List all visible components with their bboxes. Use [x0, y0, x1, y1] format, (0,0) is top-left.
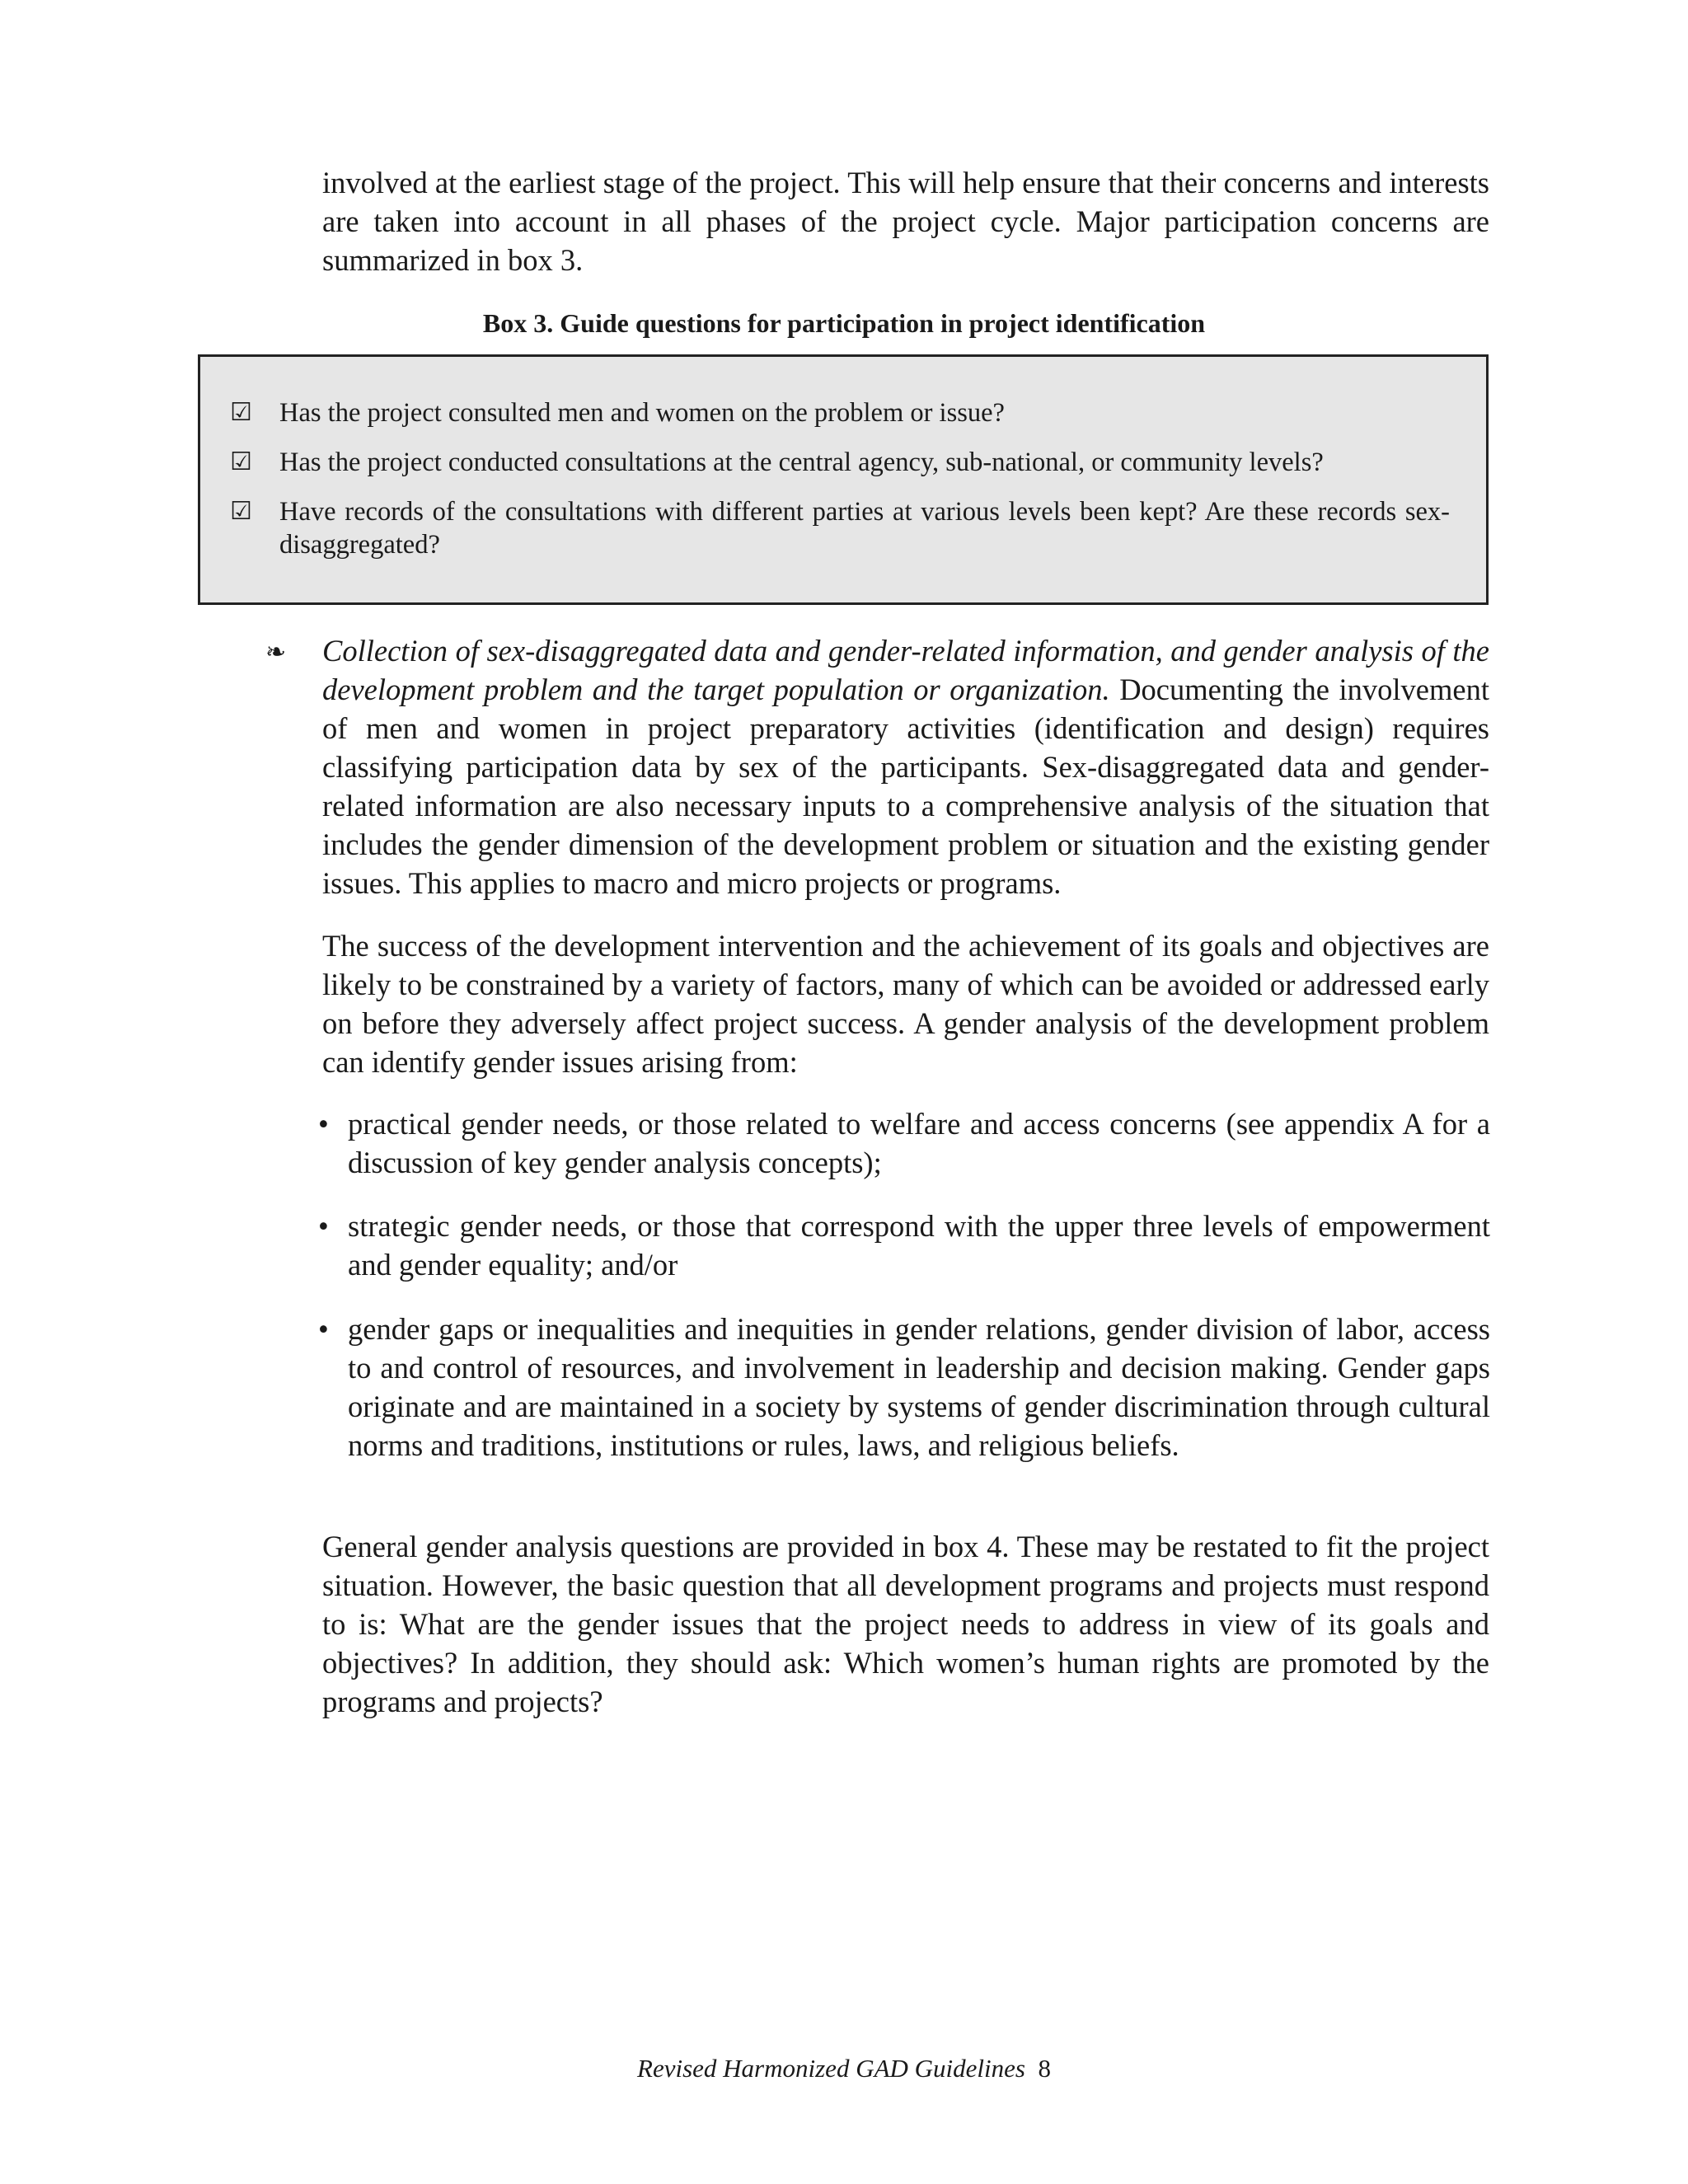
- list-item: [318, 1310, 1490, 1465]
- page-number: 8: [1038, 2054, 1051, 2083]
- bullet-dot-icon: •: [318, 1209, 329, 1243]
- checked-box-icon: ☑: [230, 398, 252, 427]
- box-3-item: [230, 495, 1450, 561]
- list-item-text: strategic gender needs, or those that correspond with the upper three levels of empowerment and gender equality; and/or: [348, 1209, 1490, 1282]
- page-footer: [0, 2052, 1688, 2085]
- list-item-text: practical gender needs, or those related to welfare and access concerns (see appendix A for a discussion of key gender analysis concepts);: [348, 1107, 1490, 1179]
- list-item: [318, 1207, 1490, 1284]
- footer-title: Revised Harmonized GAD Guidelines: [637, 2054, 1025, 2083]
- collection-body: Documenting the involvement of men and women in project preparatory activities (identification and design) requires classifying participation data by sex of the participants. Sex-disaggregated data and gender-related information are also necessary inputs to a comprehensive analysis of the situation that includes the gender dimension of the development problem or situation and the existing gender issues. This applies to macro and micro projects or programs.: [322, 673, 1489, 900]
- box-3-guide-questions: [198, 354, 1489, 605]
- box-3-item: [230, 396, 1450, 429]
- checked-box-icon: ☑: [230, 497, 252, 526]
- general-paragraph: General gender analysis questions are provided in box 4. These may be restated to fit the project situation. However, the basic question that all development programs and projects must respond to is: What are the gender issues that the project needs to address in view of its goals and objectives? In addition, they should ask: Which women’s human rights are promoted by the programs and projects?: [322, 1530, 1489, 1718]
- collection-paragraph: [322, 631, 1489, 902]
- collection-lead: Collection of sex-disaggregated data and gender-related information, and gender analysis of the development problem and the target population or organization.: [322, 634, 1489, 706]
- ornament-bullet-icon: ❧: [265, 638, 287, 667]
- box-3-title: Box 3. Guide questions for participation in project identification: [482, 308, 1206, 338]
- bullet-dot-icon: •: [318, 1312, 329, 1346]
- box-3-item-text: Has the project consulted men and women on the problem or issue?: [279, 398, 1005, 428]
- box-3-item: [230, 446, 1450, 479]
- list-item: [318, 1104, 1490, 1182]
- success-paragraph: The success of the development intervention and the achievement of its goals and objectives are likely to be constrained by a variety of factors, many of which can be avoided or addressed early on before they adversely affect project success. A gender analysis of the development problem can identify gender issues arising from:: [322, 929, 1489, 1079]
- bullet-dot-icon: •: [318, 1107, 329, 1141]
- checked-box-icon: ☑: [230, 448, 252, 476]
- intro-paragraph: involved at the earliest stage of the project. This will help ensure that their concerns and interests are taken into account in all phases of the project cycle. Major participation concerns are summarized in box 3.: [322, 166, 1489, 277]
- box-3-item-text: Has the project conducted consultations at the central agency, sub-national, or community levels?: [279, 448, 1324, 477]
- list-item-text: gender gaps or inequalities and inequities in gender relations, gender division of labor, access to and control of resources, and involvement in leadership and decision making. Gender gaps originate and are maintained in a society by systems of gender discrimination through cultural norms and traditions, institutions or rules, laws, and religious beliefs.: [348, 1312, 1490, 1462]
- box-3-item-text: Have records of the consultations with different parties at various levels been kept? Are these records sex-disaggregated?: [279, 497, 1450, 560]
